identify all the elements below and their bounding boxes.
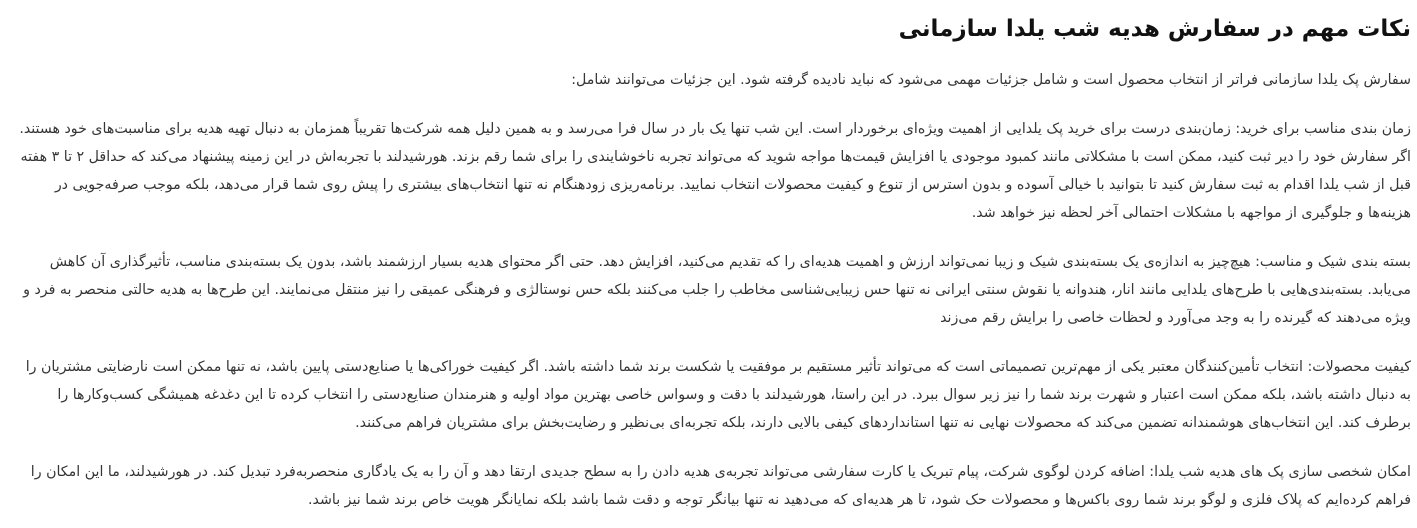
paragraph-packaging: بسته بندی شیک و مناسب: هیچ‌چیز به اندازه‌ی یک بسته‌بندی شیک و زیبا نمی‌تواند ارزش و اهمیت هدیه‌ای را که تقدیم می‌کنید، افزایش دهد. حتی اگر محتوای هدیه بسیار ارزشمند باشد، بدون یک بسته‌بندی مناسب، تأثیرگذاری آن کاهش می‌یابد. بسته‌بندی‌هایی با طرح‌های یلدایی مانند انار، هندوانه یا نقوش سنتی ایرانی نه تنها حس زیبایی‌شناسی مخاطب را جلب می‌کنند بلکه حس نوستالژی و فرهنگی عمیقی را نیز منتقل می‌نمایند. این طرح‌ها به هدیه حالتی منحصر به فرد و ویژه می‌دهند که گیرنده را به وجد می‌آورد و لحظات خاصی را برایش رقم می‌زند	[23, 254, 1411, 326]
paragraph-product-quality: کیفیت محصولات: انتخاب تأمین‌کنندگان معتبر یکی از مهم‌ترین تصمیماتی است که می‌تواند تأثیر مستقیم بر موفقیت یا شکست برند شما داشته باشد. اگر کیفیت خوراکی‌ها یا صنایع‌دستی پایین باشد، نه تنها ممکن است نارضایتی مشتریان را به دنبال داشته باشد، بلکه ممکن است اعتبار و شهرت برند شما را نیز زیر سوال ببرد. در این راستا، هورشیدلند با دقت و وسواس خاصی بهترین مواد اولیه و هنرمندان صنایع‌دستی را انتخاب کرده تا این دغدغه همیشگی کسب‌وکارها را برطرف کند. این انتخاب‌های هوشمندانه تضمین می‌کند که محصولات نهایی نه تنها استانداردهای کیفی بالایی دارند، بلکه تجربه‌ای بی‌نظیر و رضایت‌بخش برای مشتریان فراهم می‌کنند.	[25, 359, 1411, 431]
intro-paragraph: سفارش پک یلدا سازمانی فراتر از انتخاب محصول است و شامل جزئیات مهمی می‌شود که نباید نادیده گرفته شود. این جزئیات می‌توانند شامل:	[571, 72, 1411, 88]
article-title: نکات مهم در سفارش هدیه شب یلدا سازمانی	[898, 16, 1411, 42]
paragraph-personalization: امکان شخصی سازی پک های هدیه شب یلدا: اضافه کردن لوگوی شرکت، پیام تبریک یا کارت سفارشی می‌تواند تجربه‌ی هدیه دادن را به سطح جدیدی ارتقا دهد و آن را به یک یادگاری منحصربه‌فرد تبدیل کند. در هورشیدلند، ما این امکان را فراهم کرده‌ایم که پلاک فلزی و لوگو برند شما روی باکس‌ها و محصولات حک شود، تا هر هدیه‌ای که می‌دهید نه تنها بیانگر توجه و دقت شما باشد بلکه نمایانگر هویت خاص برند شما نیز باشد.	[30, 464, 1411, 508]
paragraph-purchase-timing: زمان بندی مناسب برای خرید: زمان‌بندی درست برای خرید پک یلدایی از اهمیت ویژه‌ای برخوردار است. این شب تنها یک بار در سال فرا می‌رسد و به همین دلیل همه شرکت‌ها تقریباً همزمان به دنبال تهیه هدیه برای مناسبت‌های خود هستند. اگر سفارش خود را دیر ثبت کنید، ممکن است با مشکلاتی مانند کمبود موجودی یا افزایش قیمت‌ها مواجه شوید که می‌تواند تجربه ناخوشایندی را برای شما رقم بزند. هورشیدلند با تجربه‌اش در این زمینه پیشنهاد می‌کند که حداقل ۲ تا ۳ هفته قبل از شب یلدا اقدام به ثبت سفارش کنید تا بتوانید با خیالی آسوده و بدون استرس از تنوع و کیفیت محصولات انتخاب نمایید. برنامه‌ریزی زودهنگام نه تنها انتخاب‌های بیشتری را پیش روی شما قرار می‌دهد، بلکه موجب صرفه‌جویی در هزینه‌ها و جلوگیری از مواجهه با مشکلات احتمالی آخر لحظه نیز خواهد شد.	[19, 121, 1411, 221]
